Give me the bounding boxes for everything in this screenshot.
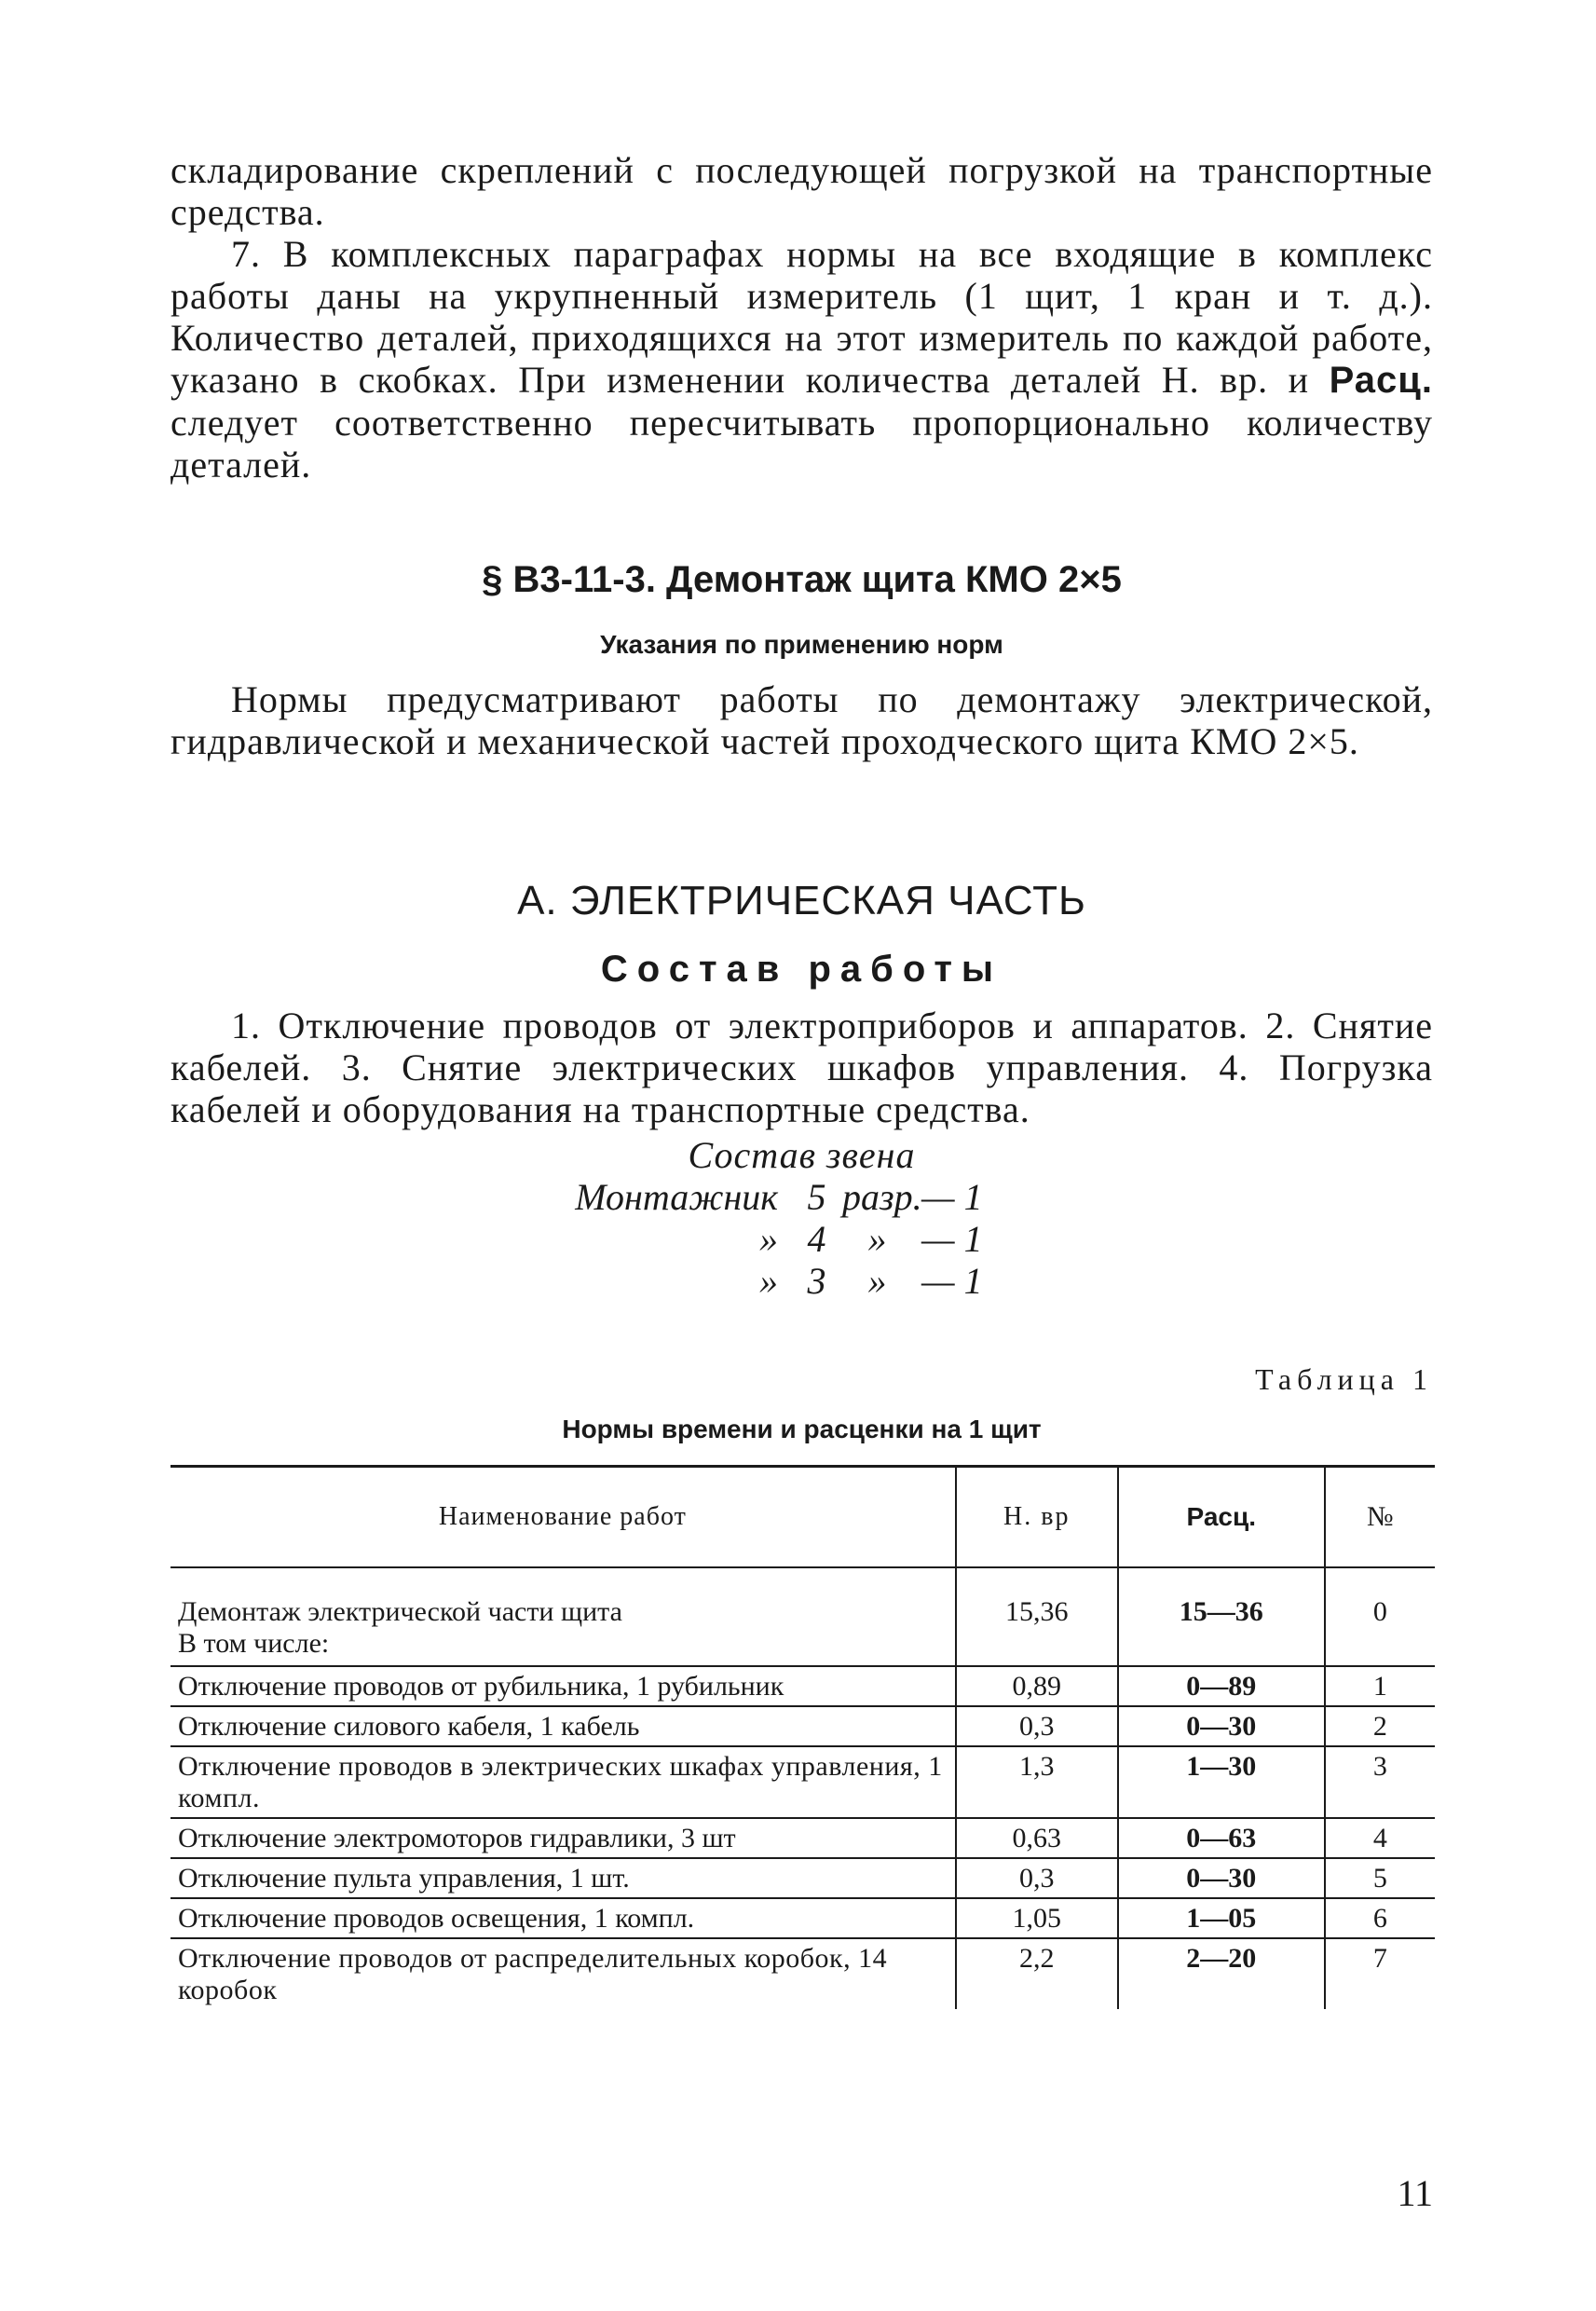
crew-row <box>568 1218 1053 1260</box>
row-no: 2 <box>1325 1706 1435 1746</box>
row-no: 3 <box>1325 1746 1435 1818</box>
crew-list <box>568 1176 1053 1302</box>
part-title: А. ЭЛЕКТРИЧЕСКАЯ ЧАСТЬ <box>517 878 1086 923</box>
crew-grade: 5 <box>807 1176 826 1218</box>
section-title: § В3-11-3. Демонтаж щита КМО 2×5 <box>482 559 1122 600</box>
norms-table <box>171 1465 1435 2009</box>
row-no: 4 <box>1325 1818 1435 1858</box>
row-name: Отключение электромоторов гидравлики, 3 шт <box>171 1818 956 1858</box>
row-nvr: 0,89 <box>956 1666 1118 1706</box>
row-rasc: 1—05 <box>1118 1898 1325 1938</box>
crew-count: — 1 <box>921 1218 983 1260</box>
row-rasc: 0—30 <box>1118 1706 1325 1746</box>
intro-paragraph-1: складирование скреплений с последующей погрузкой на транспортные средства. <box>171 149 1433 233</box>
crew-grade: 3 <box>807 1260 826 1302</box>
table-row <box>171 1666 1435 1706</box>
row-name-line: Демонтаж электрической части щита <box>178 1596 622 1627</box>
row-nvr: 1,05 <box>956 1898 1118 1938</box>
row-no: 5 <box>1325 1858 1435 1898</box>
header-name: Наименование работ <box>171 1467 956 1568</box>
table-row <box>171 1818 1435 1858</box>
work-text: 1. Отключение проводов от электроприборов и аппаратов. 2. Снятие кабелей. 3. Снятие электрических шкафов управления. 4. Погрузка кабелей и оборудования на транспортные средства. <box>171 1005 1433 1130</box>
crew-row <box>568 1176 1053 1218</box>
row-nvr: 1,3 <box>956 1746 1118 1818</box>
crew-heading: Состав звена <box>688 1134 916 1176</box>
row-rasc: 0—30 <box>1118 1858 1325 1898</box>
table-label: Таблица 1 <box>1255 1362 1433 1396</box>
row-name: Отключение силового кабеля, 1 кабель <box>171 1706 956 1746</box>
row-nvr: 0,3 <box>956 1858 1118 1898</box>
section-text-block <box>171 678 1433 762</box>
table-row <box>171 1858 1435 1898</box>
crew-role: » <box>759 1218 778 1260</box>
table-row <box>171 1898 1435 1938</box>
row-nvr: 2,2 <box>956 1938 1118 2009</box>
table-row <box>171 1746 1435 1818</box>
table-row <box>171 1706 1435 1746</box>
intro-paragraph-2-text-a: 7. В комплексных параграфах нормы на все входящие в комплекс работы даны на укрупненный измеритель (1 щит, 1 кран и т. д.). Количество деталей, приходящихся на этот измеритель по каждой работе, указано в скобках. При изменении количества деталей Н. вр. и <box>171 233 1433 401</box>
row-rasc: 15—36 <box>1118 1567 1325 1666</box>
table-header-row <box>171 1467 1435 1568</box>
row-name-line-2: В том числе: <box>178 1628 330 1659</box>
row-rasc: 0—63 <box>1118 1818 1325 1858</box>
row-name: Отключение проводов от распределительных коробок, 14 коробок <box>178 1943 888 2005</box>
row-name: Отключение проводов от рубильника, 1 рубильник <box>171 1666 956 1706</box>
header-rasc: Расц. <box>1118 1467 1325 1568</box>
work-heading: Состав работы <box>600 949 1003 990</box>
crew-count: — 1 <box>921 1260 983 1302</box>
intro-paragraph-2-bold: Расц. <box>1329 360 1433 401</box>
section-text: Нормы предусматривают работы по демонтажу электрической, гидравлической и механической частей проходческого щита КМО 2×5. <box>171 678 1433 762</box>
work-text-block <box>171 1005 1433 1130</box>
row-nvr: 0,63 <box>956 1818 1118 1858</box>
intro-paragraph-2-text-b: следует соответственно пересчитывать пропорционально количеству деталей. <box>171 402 1433 485</box>
section-subtitle: Указания по применению норм <box>600 630 1003 659</box>
crew-unit: » <box>867 1260 887 1302</box>
row-rasc: 1—30 <box>1118 1746 1325 1818</box>
table-title: Нормы времени и расценки на 1 щит <box>562 1415 1042 1443</box>
row-name: Отключение проводов освещения, 1 компл. <box>171 1898 956 1938</box>
header-no: № <box>1325 1467 1435 1568</box>
row-name <box>171 1567 956 1666</box>
table-row <box>171 1567 1435 1666</box>
row-name: Отключение пульта управления, 1 шт. <box>171 1858 956 1898</box>
intro-block <box>171 149 1433 485</box>
crew-grade: 4 <box>807 1218 826 1260</box>
crew-row <box>568 1260 1053 1302</box>
row-no: 6 <box>1325 1898 1435 1938</box>
crew-unit: » <box>867 1218 887 1260</box>
crew-unit: разр. <box>842 1176 922 1218</box>
row-no: 1 <box>1325 1666 1435 1706</box>
table-row <box>171 1938 1435 2009</box>
row-rasc: 2—20 <box>1118 1938 1325 2009</box>
crew-role: Монтажник <box>575 1176 778 1218</box>
header-nvr: Н. вр <box>956 1467 1118 1568</box>
row-name: Отключение проводов в электрических шкафах управления, 1 компл. <box>171 1746 956 1818</box>
crew-count: — 1 <box>921 1176 983 1218</box>
crew-role: » <box>759 1260 778 1302</box>
row-no: 7 <box>1325 1938 1435 2009</box>
page-number: 11 <box>1397 2172 1433 2214</box>
row-rasc: 0—89 <box>1118 1666 1325 1706</box>
intro-paragraph-2 <box>171 233 1433 485</box>
row-nvr: 15,36 <box>956 1567 1118 1666</box>
row-no: 0 <box>1325 1567 1435 1666</box>
row-nvr: 0,3 <box>956 1706 1118 1746</box>
